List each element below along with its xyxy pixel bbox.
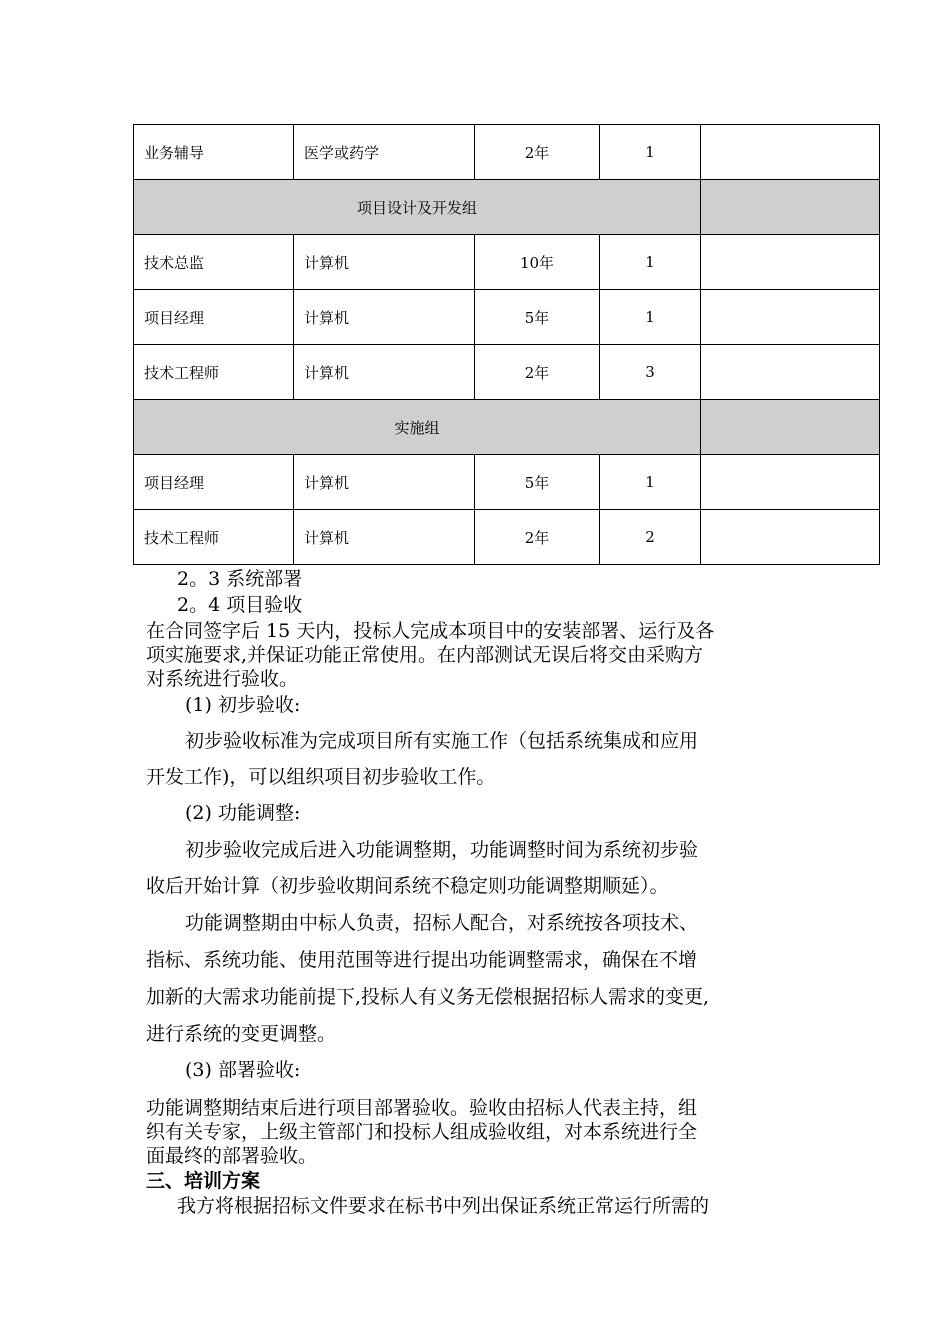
count-cell: 1 <box>600 235 701 290</box>
table-row <box>134 455 880 510</box>
years-cell: 5年 <box>475 455 600 510</box>
table-row <box>134 125 880 180</box>
note-cell <box>701 400 880 455</box>
item-3-title: (3) 部署验收: <box>185 1059 301 1081</box>
years-cell: 5年 <box>475 290 600 345</box>
note-cell <box>701 510 880 565</box>
major-cell: 计算机 <box>294 290 475 345</box>
table-row <box>134 345 880 400</box>
count-cell: 1 <box>600 290 701 345</box>
group-title: 实施组 <box>134 400 701 455</box>
note-cell <box>701 125 880 180</box>
paragraph-line: 加新的大需求功能前提下,投标人有义务无偿根据招标人需求的变更, <box>146 986 710 1008</box>
paragraph-line: 在合同签字后 15 天内，投标人完成本项目中的安装部署、运行及各 <box>146 620 715 642</box>
major-cell: 医学或药学 <box>294 125 475 180</box>
count-cell: 1 <box>600 455 701 510</box>
table-row <box>134 235 880 290</box>
note-cell <box>701 455 880 510</box>
major-cell: 计算机 <box>294 455 475 510</box>
note-cell <box>701 235 880 290</box>
paragraph-line: 功能调整期由中标人负责，招标人配合，对系统按各项技术、 <box>185 912 699 934</box>
section-2-4-heading: 2。4 项目验收 <box>177 594 303 616</box>
note-cell <box>701 290 880 345</box>
paragraph-line: 面最终的部署验收。 <box>146 1145 318 1167</box>
paragraph-line: 开发工作)，可以组织项目初步验收工作。 <box>146 766 496 788</box>
role-cell: 技术工程师 <box>134 510 294 565</box>
item-1-title: (1) 初步验收: <box>185 694 301 716</box>
paragraph-line: 项实施要求,并保证功能正常使用。在内部测试无误后将交由采购方 <box>146 644 704 666</box>
role-cell: 技术总监 <box>134 235 294 290</box>
years-cell: 2年 <box>475 510 600 565</box>
paragraph-line: 进行系统的变更调整。 <box>146 1023 337 1045</box>
years-cell: 2年 <box>475 125 600 180</box>
section-3-heading: 三、培训方案 <box>146 1170 261 1192</box>
paragraph-line: 初步验收完成后进入功能调整期，功能调整时间为系统初步验 <box>185 839 699 861</box>
major-cell: 计算机 <box>294 510 475 565</box>
role-cell: 项目经理 <box>134 290 294 345</box>
paragraph-line: 收后开始计算（初步验收期间系统不稳定则功能调整期顺延）。 <box>146 875 669 897</box>
paragraph-line: 指标、系统功能、使用范围等进行提出功能调整需求，确保在不增 <box>146 949 698 971</box>
item-2-title: (2) 功能调整: <box>185 802 301 824</box>
table-row <box>134 290 880 345</box>
group-row <box>134 180 880 235</box>
count-cell: 1 <box>600 125 701 180</box>
paragraph-line: 对系统进行验收。 <box>146 668 299 690</box>
years-cell: 10年 <box>475 235 600 290</box>
paragraph-line: 初步验收标准为完成项目所有实施工作（包括系统集成和应用 <box>185 730 699 752</box>
role-cell: 技术工程师 <box>134 345 294 400</box>
role-cell: 项目经理 <box>134 455 294 510</box>
role-cell: 业务辅导 <box>134 125 294 180</box>
years-cell: 2年 <box>475 345 600 400</box>
paragraph-line: 织有关专家，上级主管部门和投标人组成验收组，对本系统进行全 <box>146 1121 698 1143</box>
count-cell: 2 <box>600 510 701 565</box>
group-row <box>134 400 880 455</box>
table-row <box>134 510 880 565</box>
note-cell <box>701 180 880 235</box>
section-2-3-heading: 2。3 系统部署 <box>177 568 303 590</box>
group-title: 项目设计及开发组 <box>134 180 701 235</box>
count-cell: 3 <box>600 345 701 400</box>
major-cell: 计算机 <box>294 235 475 290</box>
major-cell: 计算机 <box>294 345 475 400</box>
note-cell <box>701 345 880 400</box>
paragraph-line: 功能调整期结束后进行项目部署验收。验收由招标人代表主持，组 <box>146 1097 698 1119</box>
staffing-table <box>133 124 880 565</box>
paragraph-line: 我方将根据招标文件要求在标书中列出保证系统正常运行所需的 <box>177 1195 710 1217</box>
